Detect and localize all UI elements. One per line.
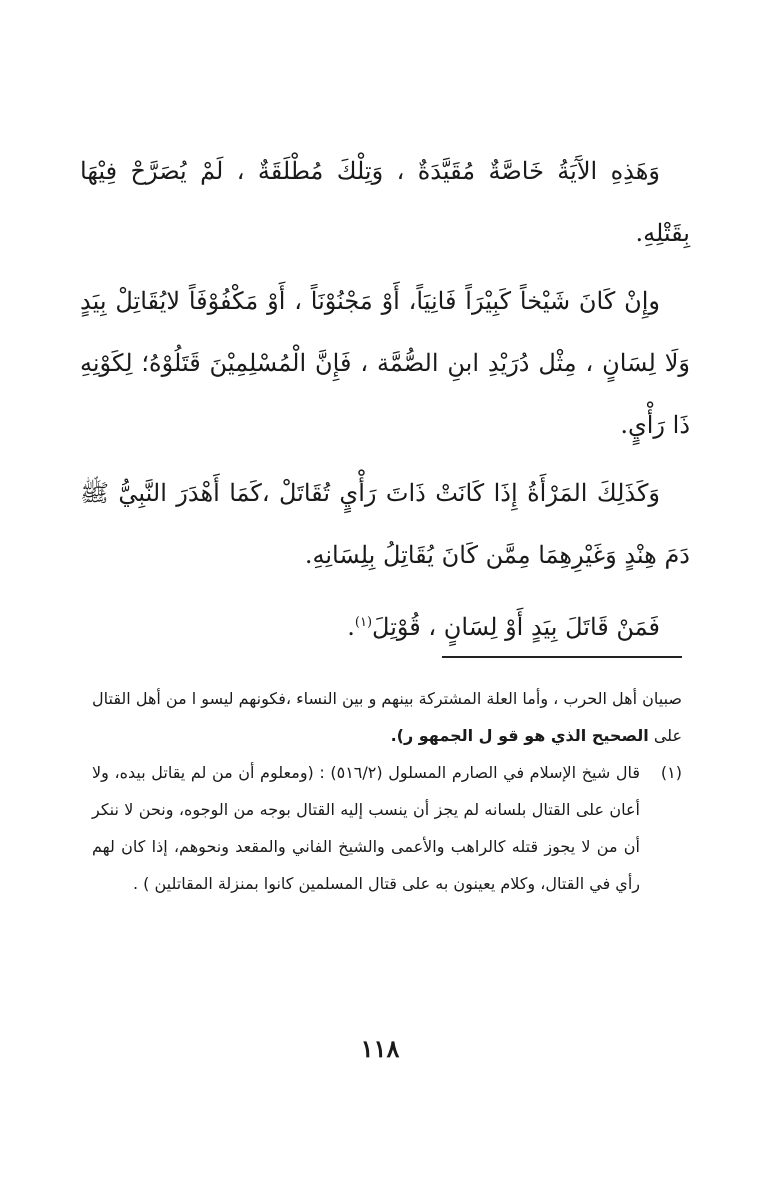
footnote-marker: (١) [660, 763, 682, 782]
paragraph-woman: وَكَذَلِكَ المَرْأَةُ إِذَا كَانَتْ ذَاتَ رَأْيٍ تُقَاتَلْ ،كَمَا أَهْدَرَ النَّبِيُّ ﷺ دَمَ هِنْدٍ وَغَيْرِهِمَا مِمَّن كَانَ يُقَاتِلُ بِلِسَانِهِ. [80, 479, 690, 569]
footnote-text: قال شيخ الإسلام في الصارم المسلول (٥١٦/٢) : (ومعلوم أن من لم يقاتل بيده، ولا أعان على القتال بلسانه لم يجز أن ينسب إليه القتال بوجه من الوجوه، ونحن لا ننكر أن من لا يجوز قتله كالراهب والأعمى والشيخ الفاني والمقعد ونحوهم، إذا كان لهم رأي في القتال، وكلام يعينون به على قتال المسلمين كانوا بمنزلة المقاتلين ) . [92, 763, 640, 893]
footnote-reference[interactable]: (١) [354, 615, 373, 630]
footnote-item [92, 754, 682, 902]
conclusion-text: فَمَنْ قَاتَلَ بِيَدٍ أَوْ لِسَانٍ ، قُوْتِلَ [372, 613, 660, 641]
conclusion-period: . [347, 613, 355, 641]
paragraph-verse-restriction: وَهَذِهِ الآَيَةُ خَاصَّةٌ مُقَيَّدَةٌ ، وَتِلْكَ مُطْلَقَةٌ ، لَمْ يُصَرَّحْ فِيْهَا بِقَتْلِهِ. [80, 157, 690, 247]
footnote-continued-text: صبيان أهل الحرب ، وأما العلة المشتركة بينهم و بين النساء ،فكونهم ليسو ا من أهل القتال على [92, 689, 682, 745]
footnotes-block [92, 680, 682, 902]
page-number: ١١٨ [360, 1034, 400, 1063]
main-text-block [80, 140, 690, 664]
footnote-separator [442, 656, 682, 658]
footnote-continued-bold: الصحيح الذي هو قو ل الجمهو ر). [390, 726, 649, 745]
paragraph-conclusion [80, 592, 690, 658]
footnote-continued [92, 680, 682, 754]
paragraph-old-man: وإِنْ كَانَ شَيْخاً كَبِيْرَاً فَانِيَاً، أَوْ مَجْنُوْنَاً ، أَوْ مَكْفُوْفَاً لايُقَاتِلْ بِيَدٍ وَلَا لِسَانٍ ، مِثْل دُرَيْدِ ابنِ الصُّمَّة ، فَإِنَّ الْمُسْلِمِيْنَ قَتَلُوْهُ؛ لِكَوْنِهِ ذَا رَأْيٍ. [80, 287, 690, 439]
